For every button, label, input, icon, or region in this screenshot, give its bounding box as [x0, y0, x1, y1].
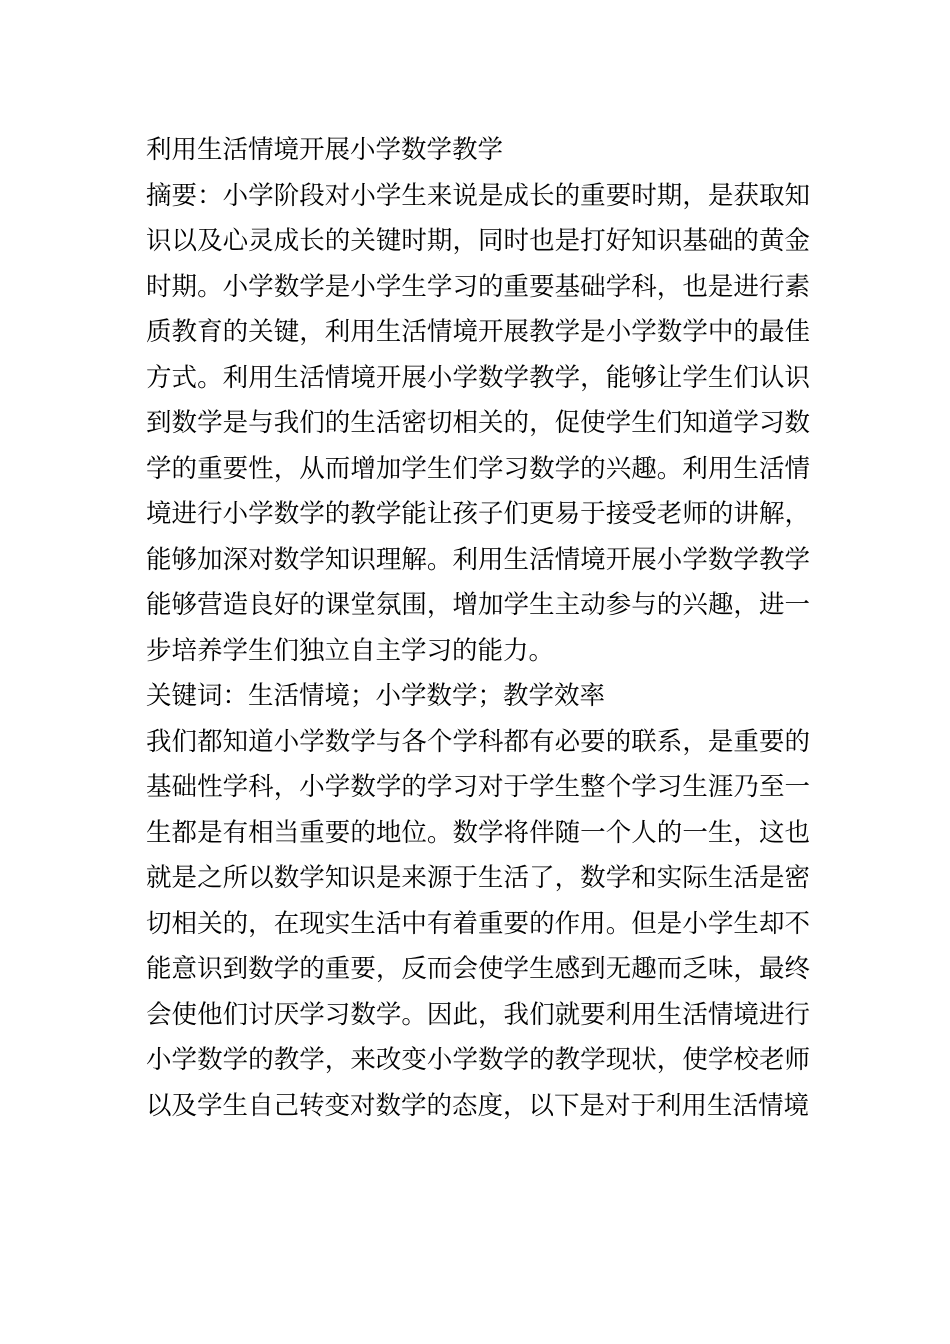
document-title: 利用生活情境开展小学数学教学 — [146, 135, 504, 165]
body-paragraph: 我们都知道小学数学与各个学科都有必要的联系，是重要的基础性学科，小学数学的学习对于学生整个学习生涯乃至一生都是有相当重要的地位。数学将伴随一个人的一生，这也就是之所以数学知识是来源于生活了，数学和实际生活是密切相关的，在现实生活中有着重要的作用。但是小学生却不能意识到数学的重要，反而会使学生感到无趣而乏味，最终会使他们讨厌学习数学。因此，我们就要利用生活情境进行小学数学的教学，来改变小学数学的教学现状，使学校老师以及学生自己转变对数学的态度，以下是对于利用生活情境 — [146, 726, 810, 1121]
document-body — [146, 128, 810, 1129]
abstract-paragraph: 摘要：小学阶段对小学生来说是成长的重要时期，是获取知识以及心灵成长的关键时期，同时也是打好知识基础的黄金时期。小学数学是小学生学习的重要基础学科，也是进行素质教育的关键，利用生活情境开展教学是小学数学中的最佳方式。利用生活情境开展小学数学教学，能够让学生们认识到数学是与我们的生活密切相关的，促使学生们知道学习数学的重要性，从而增加学生们学习数学的兴趣。利用生活情境进行小学数学的教学能让孩子们更易于接受老师的讲解，能够加深对数学知识理解。利用生活情境开展小学数学教学能够营造良好的课堂氛围，增加学生主动参与的兴趣，进一步培养学生们独立自主学习的能力。 — [146, 180, 810, 666]
keywords-line: 关键词：生活情境；小学数学；教学效率 — [146, 681, 606, 711]
